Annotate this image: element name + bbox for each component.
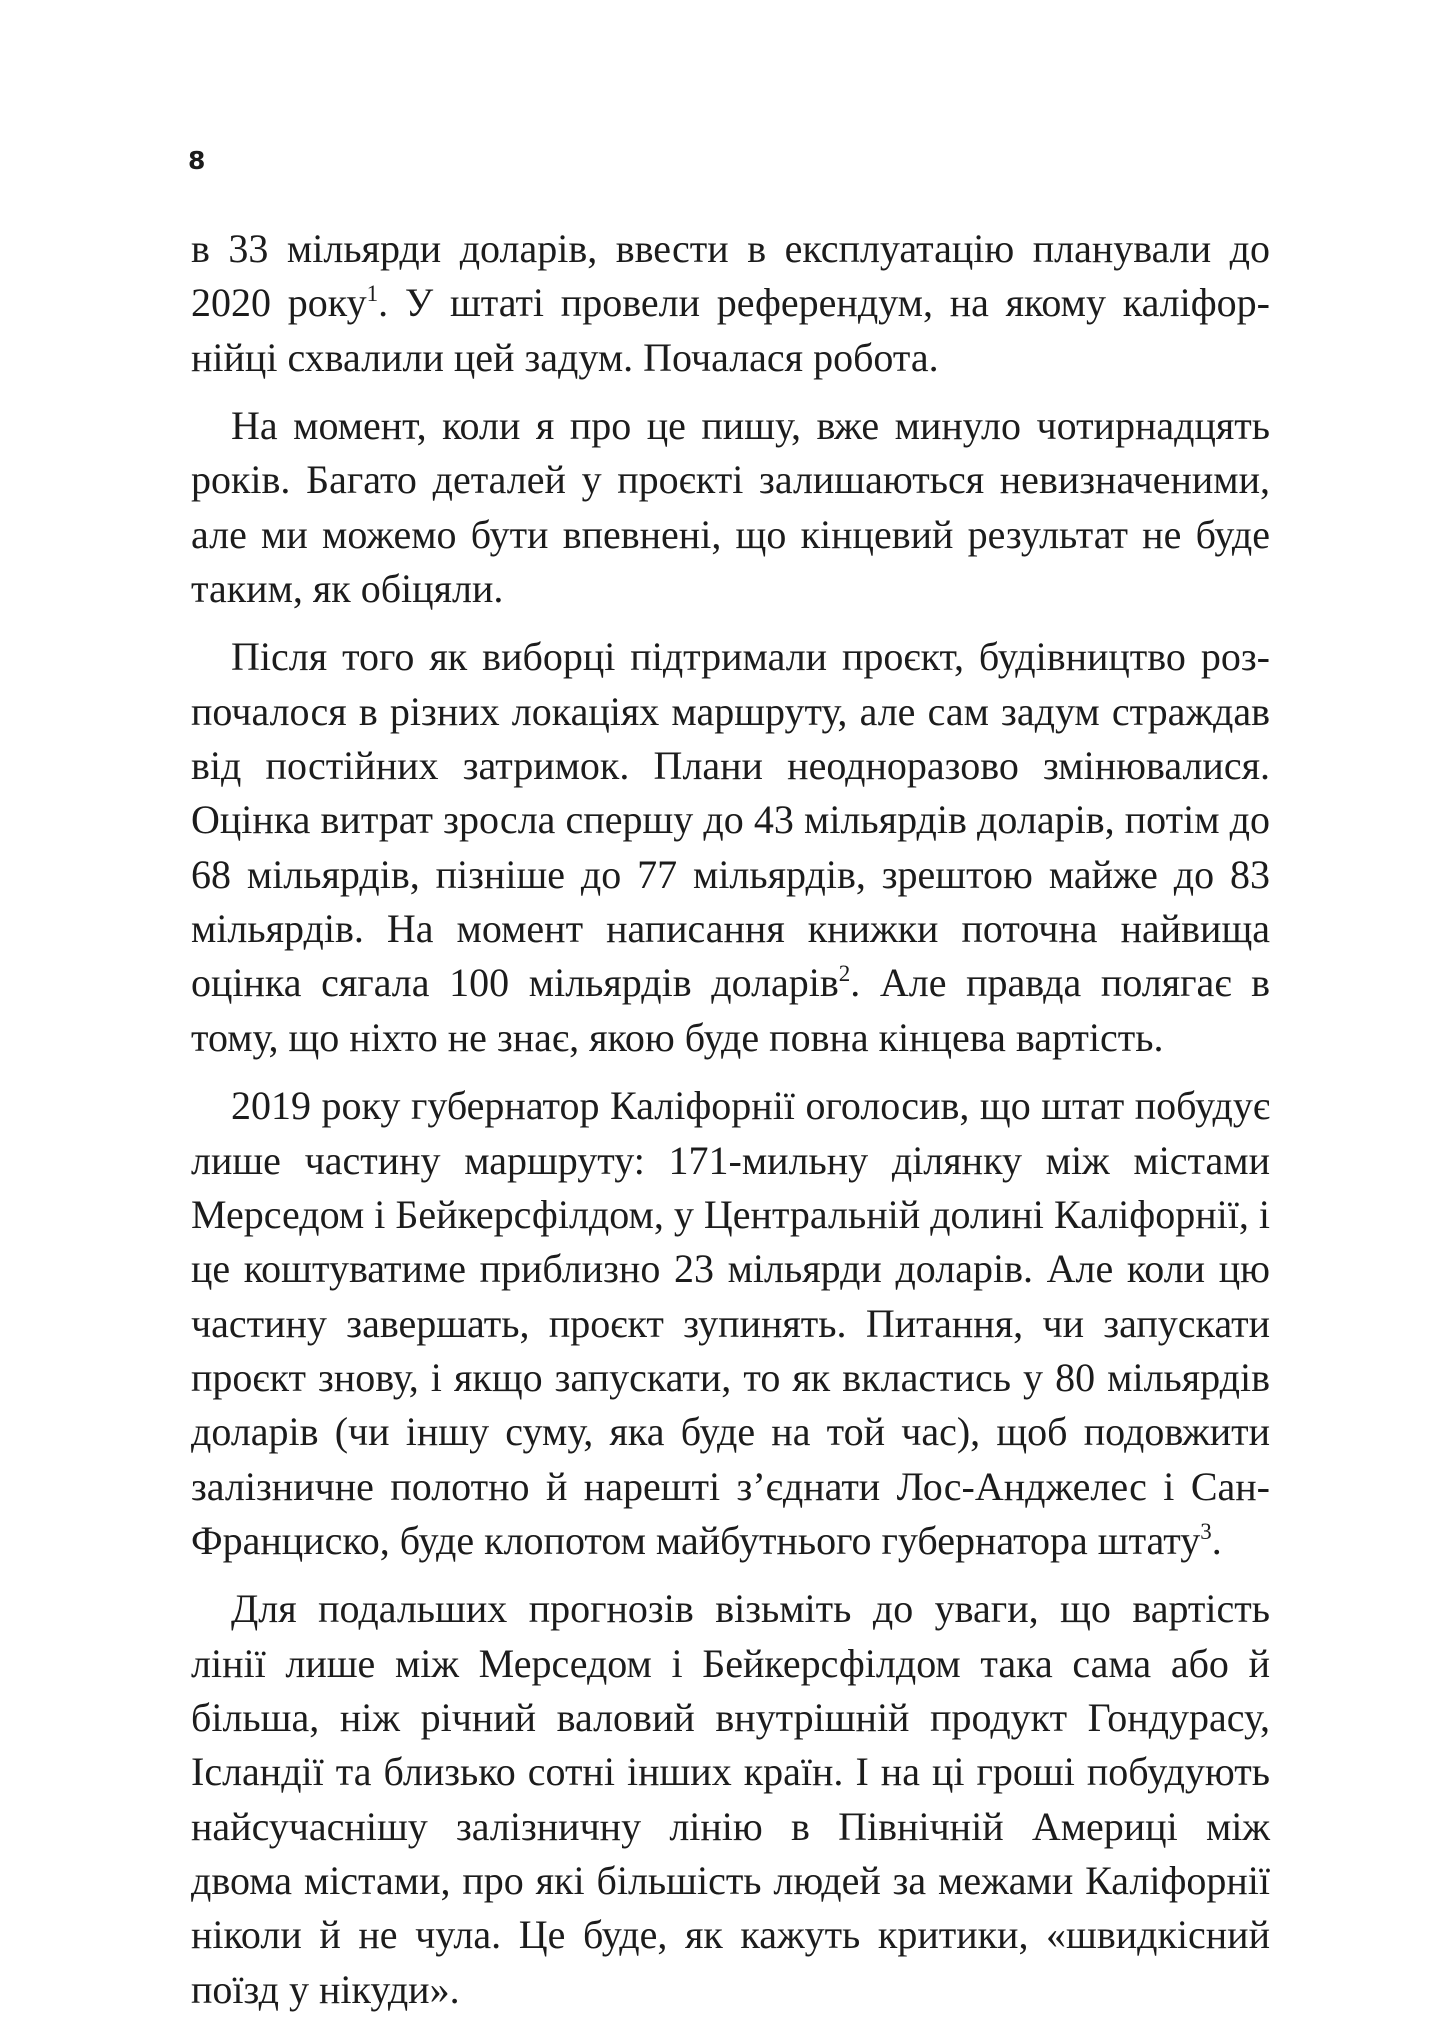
footnote-marker: 2 (838, 961, 851, 987)
footnote-marker: 1 (366, 281, 379, 307)
paragraph-text: . У штаті провели референдум, на якому каліфорнійці схвалили цей задум. Почалася робота. (191, 280, 1270, 380)
paragraph-2 (191, 399, 1270, 616)
paragraph-text: . (1211, 1517, 1222, 1563)
paragraph-text: . Але правда полягає в тому, що ніхто не знає, якою буде повна кінцева вартість. (191, 960, 1270, 1060)
page-number: 8 (188, 146, 206, 175)
body-text (191, 222, 1270, 2031)
paragraph-1 (191, 222, 1270, 385)
paragraph-text: 2019 року губернатор Каліфорнії оголосив, що штат побудує лише частину маршруту: 171-мильну ділянку між містами Мерседом і Бейкерсфілдом, у Центральній долині Каліфорнії, і це коштуватиме приблизно 23 мільярди доларів. Але коли цю частину завершать, проєкт зупинять. Питання, чи запускати проєкт знову, і якщо запускати, то як вкластись у 80 мільярдів доларів (чи іншу суму, яка буде на той час), щоб подовжити залізничне полотно й нарешті з’єднати Лос-Анджелес і Сан-Франциско, буде клопотом майбутнього губернатора штату (191, 1083, 1270, 1563)
footnote-marker: 3 (1200, 1518, 1212, 1544)
paragraph-text: Після того як виборці підтримали проєкт, будівництво розпочалося в різних локаціях маршруту, але сам задум страждав від постійних затримок. Плани неодноразово змінювалися. Оцінка витрат зросла спершу до 43 мільярдів доларів, потім до 68 мільярдів, пізніше до 77 мільярдів, зрештою майже до 83 мільярдів. На момент написання книжки поточна найвища оцінка сягала 100 мільярдів доларів (191, 634, 1270, 1006)
paragraph-4 (191, 1079, 1270, 1568)
paragraph-text: На момент, коли я про це пишу, вже минуло чотирнадцять років. Багато деталей у проєкті залишаються невизначеними, але ми можемо бути впевнені, що кінцевий результат не буде таким, як обіцяли. (191, 403, 1270, 612)
paragraph-5 (191, 1582, 1270, 2017)
paragraph-text: в 33 мільярди доларів, ввести в експлуатацію планували до 2020 року (191, 226, 1270, 326)
paragraph-text: Для подальших прогнозів візьміть до уваги, що вартість лінії лише між Мерседом і Бейкерсфілдом така сама або й більша, ніж річний валовий внутрішній продукт Гондурасу, Ісландії та близько сотні інших країн. І на ці гроші побудують найсучаснішу залізничну лінію в Північній Америці між двома містами, про які більшість людей за межами Каліфорнії ніколи й не чула. Це буде, як кажуть критики, «швидкісний поїзд у нікуди». (191, 1586, 1270, 2012)
paragraph-3 (191, 630, 1270, 1065)
